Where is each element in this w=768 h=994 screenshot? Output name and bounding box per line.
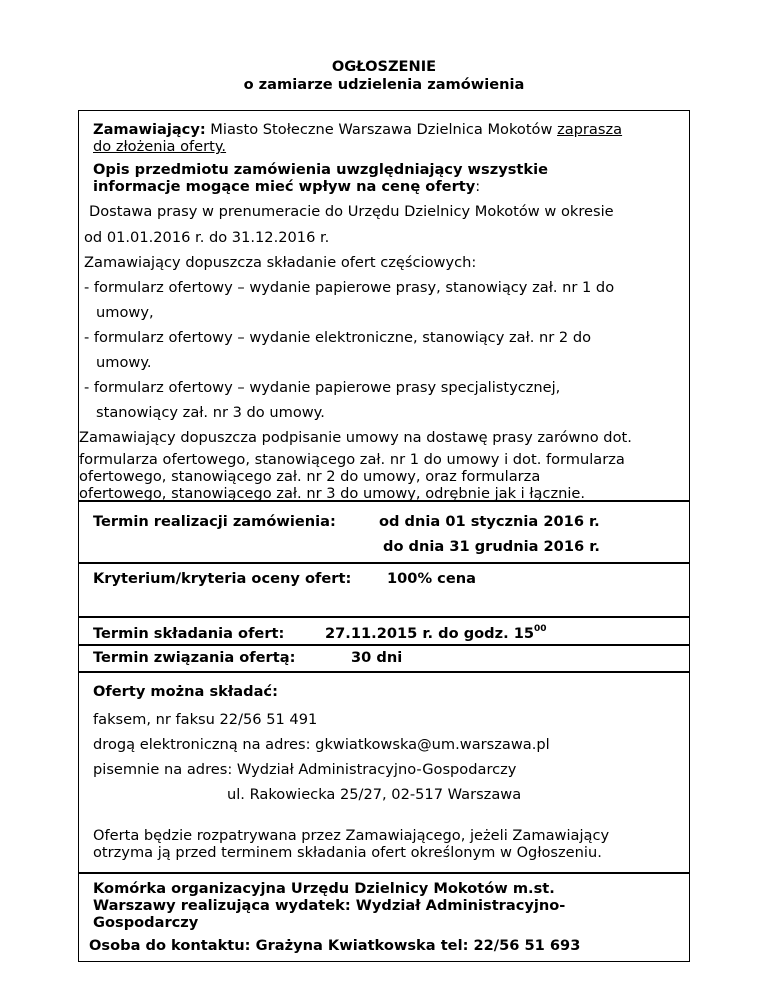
description-line: Zamawiający dopuszcza składanie ofert częściowych: bbox=[84, 254, 477, 271]
deadline-value: 27.11.2015 r. do godz. $15^{00}$ bbox=[325, 624, 547, 642]
deadline-section bbox=[78, 617, 690, 645]
page-subtitle: o zamiarze udzielenia zamówienia bbox=[243, 76, 525, 93]
description-line: - formularz ofertowy – wydanie papierowe prasy specjalistycznej, bbox=[84, 379, 561, 396]
realization-to: do dnia 31 grudnia 2016 r. bbox=[383, 538, 600, 555]
invitation-text: zaprasza bbox=[557, 121, 623, 138]
description-line: ofertowego, stanowiącego zał. nr 2 do umowy, oraz formularza bbox=[79, 468, 541, 485]
description-line: Dostawa prasy w prenumeracie do Urzędu Dzielnicy Mokotów w okresie bbox=[89, 203, 614, 220]
description-line: umowy. bbox=[96, 354, 152, 371]
submission-fax: faksem, nr faksu 22/56 51 491 bbox=[93, 711, 318, 728]
unit-line: Komórka organizacyjna Urzędu Dzielnicy Mokotów m.st. bbox=[93, 880, 555, 897]
submission-email: drogą elektroniczną na adres: gkwiatkowska@um.warszawa.pl bbox=[93, 736, 550, 753]
realization-section bbox=[78, 501, 690, 563]
realization-label: Termin realizacji zamówienia: bbox=[93, 513, 336, 530]
ordering-party-label: Zamawiający: bbox=[93, 121, 206, 138]
description-heading: Opis przedmiotu zamówienia uwzględniający wszystkie bbox=[93, 161, 549, 178]
description-line: umowy, bbox=[96, 304, 154, 321]
description-line: od 01.01.2016 r. do 31.12.2016 r. bbox=[84, 229, 330, 246]
invitation-text-cont: do złożenia oferty. bbox=[93, 138, 227, 155]
description-line: - formularz ofertowy – wydanie papierowe prasy, stanowiący zał. nr 1 do bbox=[84, 279, 615, 296]
description-line: stanowiący zał. nr 3 do umowy. bbox=[96, 404, 325, 421]
ordering-party-name: Miasto Stołeczne Warszawa Dzielnica Mokotów bbox=[205, 121, 558, 138]
deadline-label: Termin składania ofert: bbox=[93, 625, 285, 642]
description-line: ofertowego, stanowiącego zał. nr 3 do umowy, odrębnie jak i łącznie. bbox=[79, 485, 586, 502]
submission-address: ul. Rakowiecka 25/27, 02-517 Warszawa bbox=[227, 786, 522, 803]
unit-line: Gospodarczy bbox=[93, 914, 199, 931]
submission-heading: Oferty można składać: bbox=[93, 683, 278, 700]
ordering-party-line bbox=[93, 121, 622, 138]
criteria-section bbox=[78, 563, 690, 617]
contact-person: Osoba do kontaktu: Grażyna Kwiatkowska tel: 22/56 51 693 bbox=[89, 937, 581, 954]
criteria-label: Kryterium/kryteria oceny ofert: bbox=[93, 570, 352, 587]
realization-from: od dnia 01 stycznia 2016 r. bbox=[379, 513, 600, 530]
submission-note: Oferta będzie rozpatrywana przez Zamawiającego, jeżeli Zamawiający bbox=[93, 827, 610, 844]
submission-section bbox=[78, 672, 690, 873]
submission-note-cont: otrzyma ją przed terminem składania ofert określonym w Ogłoszeniu. bbox=[93, 844, 602, 861]
binding-label: Termin związania ofertą: bbox=[93, 649, 296, 666]
binding-value: 30 dni bbox=[351, 649, 403, 666]
description-line: Zamawiający dopuszcza podpisanie umowy na dostawę prasy zarówno dot. bbox=[79, 429, 632, 446]
description-heading-cont: informacje mogące mieć wpływ na cenę oferty: bbox=[93, 178, 481, 195]
description-line: formularza ofertowego, stanowiącego zał. nr 1 do umowy i dot. formularza bbox=[79, 451, 625, 468]
submission-post: pisemnie na adres: Wydział Administracyjno-Gospodarczy bbox=[93, 761, 517, 778]
unit-section bbox=[78, 873, 690, 962]
page-title: OGŁOSZENIE bbox=[331, 58, 437, 75]
description-section bbox=[78, 110, 690, 501]
binding-section bbox=[78, 645, 690, 672]
unit-line: Warszawy realizująca wydatek: Wydział Administracyjno- bbox=[93, 897, 566, 914]
description-line: - formularz ofertowy – wydanie elektroniczne, stanowiący zał. nr 2 do bbox=[84, 329, 592, 346]
criteria-value: 100% cena bbox=[387, 570, 476, 587]
